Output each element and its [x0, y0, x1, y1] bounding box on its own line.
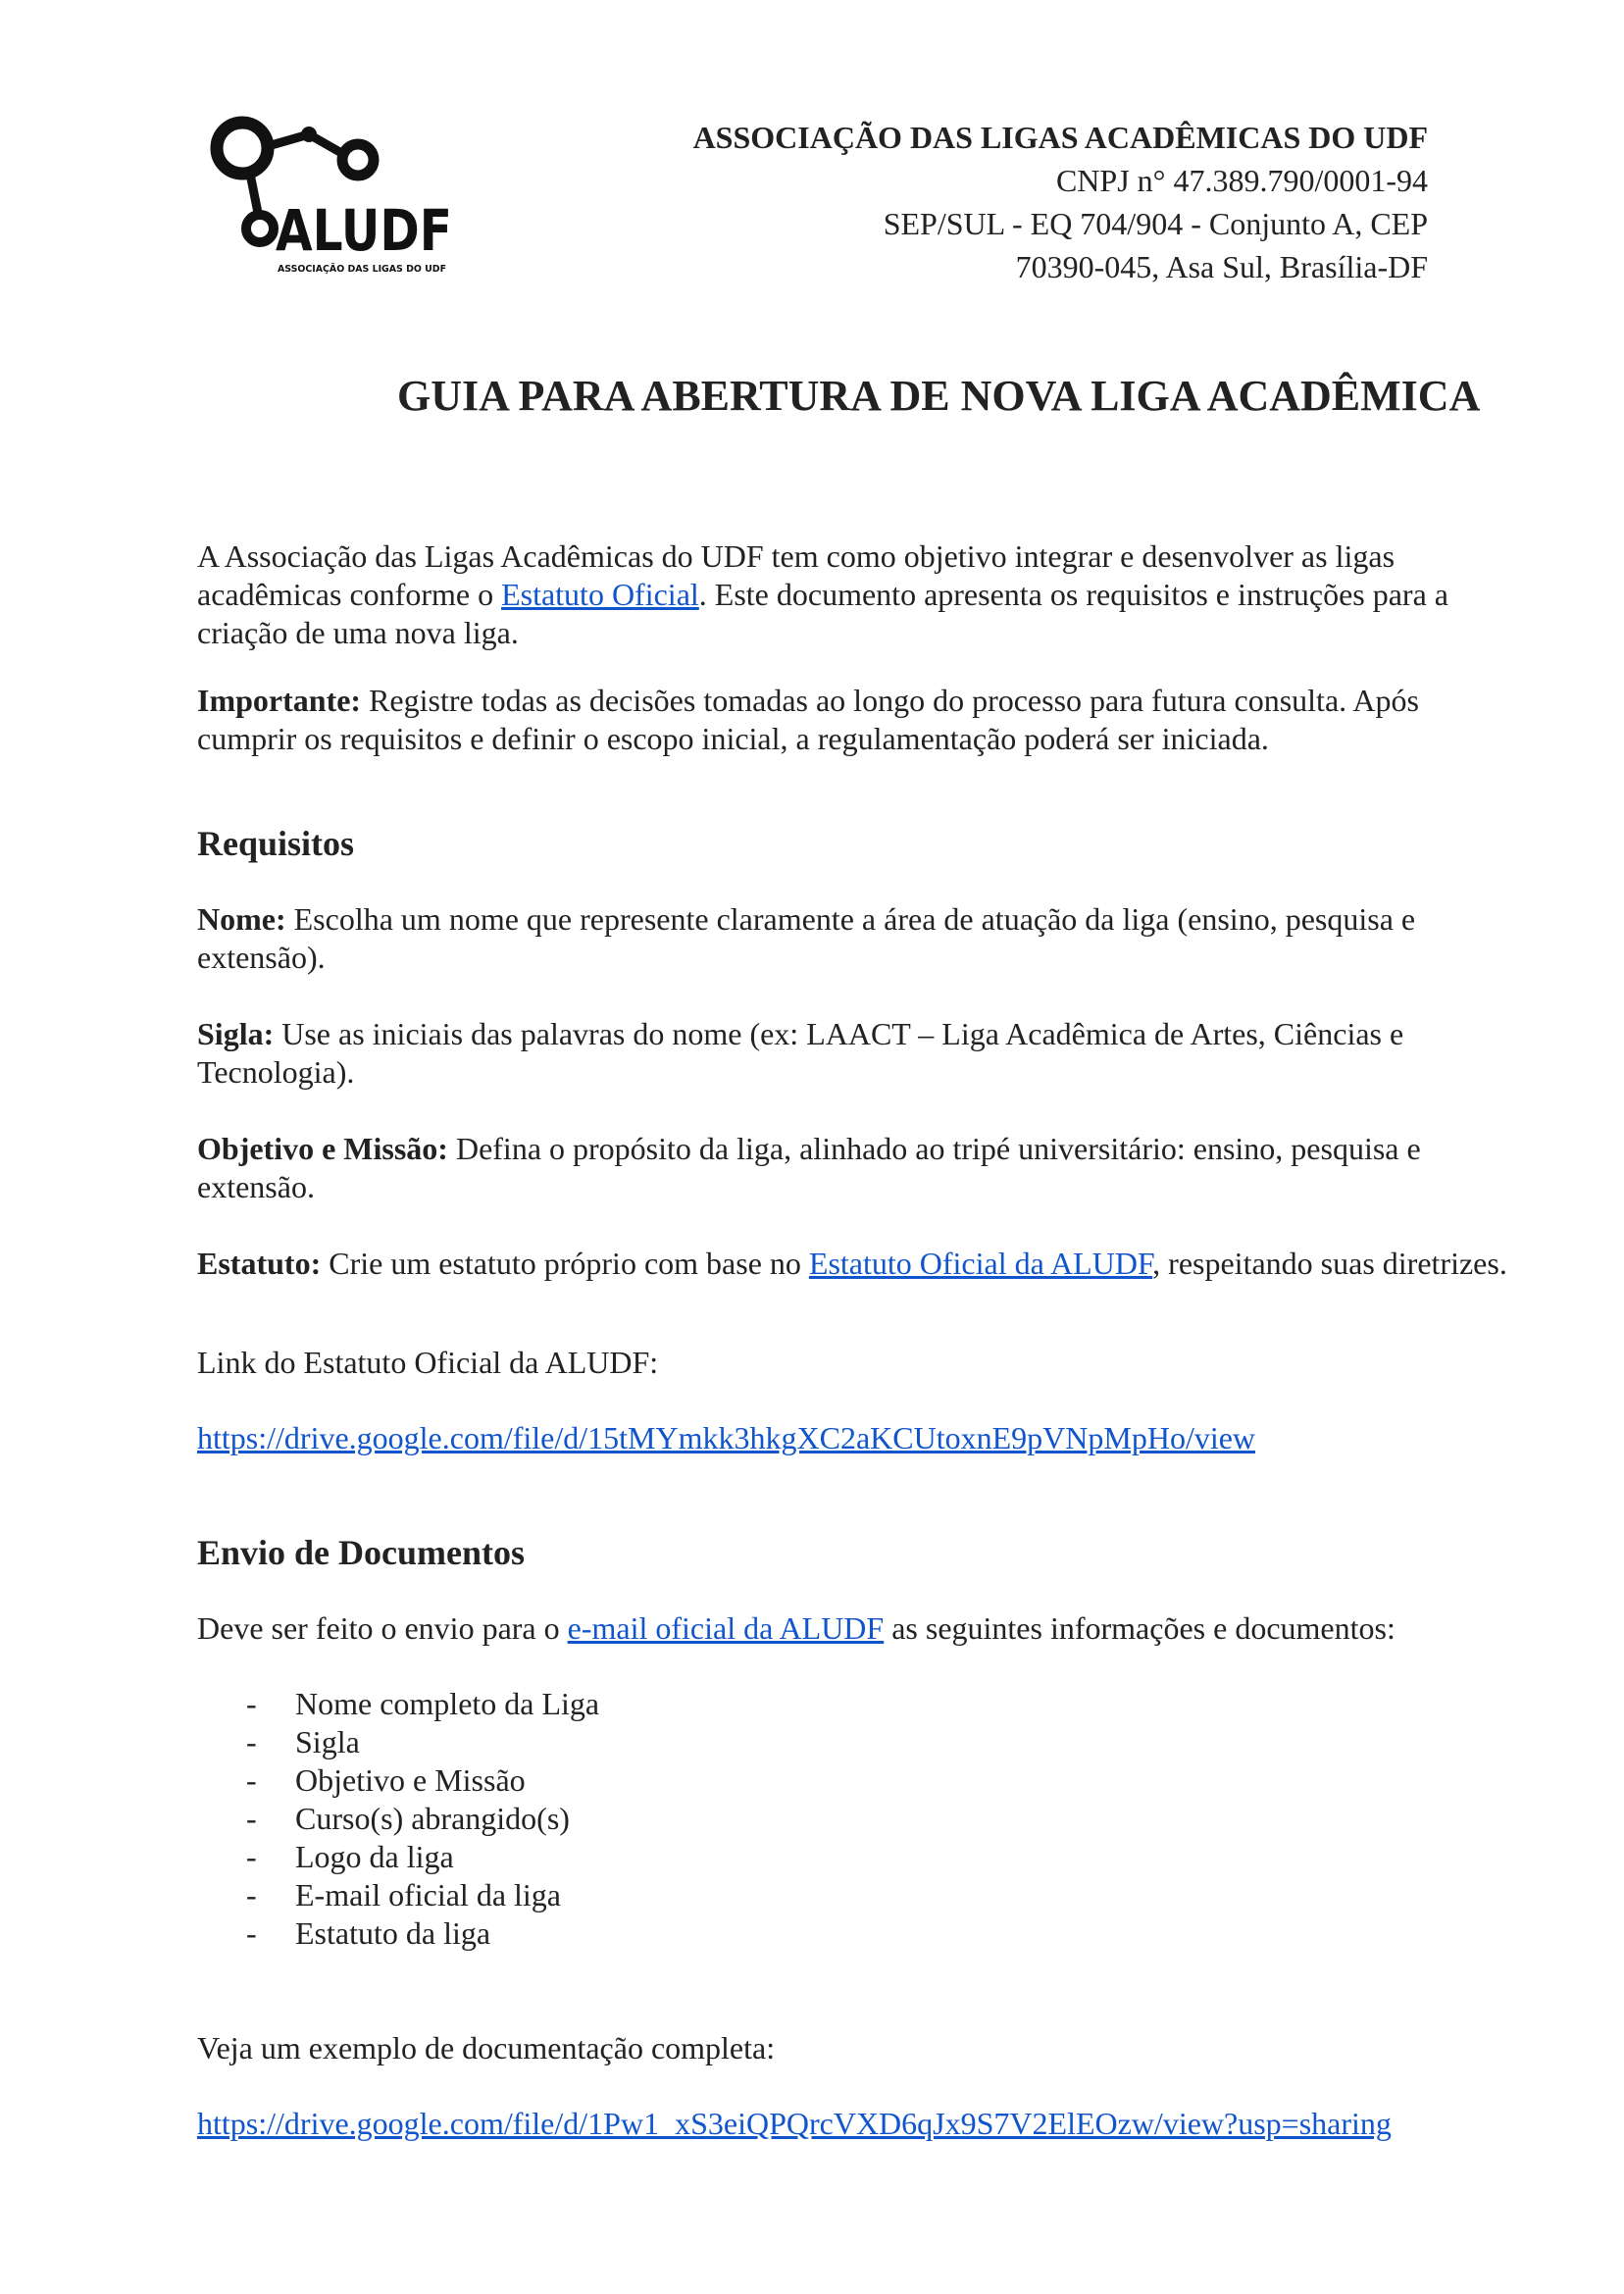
- logo-node: [301, 127, 317, 142]
- example-url-paragraph: [197, 2105, 1511, 2143]
- list-item: - Sigla: [246, 1724, 360, 1759]
- list-item: - Estatuto da liga: [246, 1915, 491, 1951]
- logo-bond-3: [250, 174, 258, 213]
- intro-paragraph: A Associação das Ligas Acadêmicas do UDF tem como objetivo integrar e desenvolver as ligas acadêmicas conforme o Estatuto Oficial. Este documento apresenta os requisitos e instruções para a criação de uma nova liga.: [197, 538, 1448, 650]
- list-item: - Nome completo da Liga: [246, 1686, 600, 1721]
- logo-ring-right: [342, 144, 374, 176]
- logo-wordmark: ALUDF: [276, 197, 452, 264]
- requirement-mission: Objetivo e Missão: Defina o propósito da liga, alinhado ao tripé universitário: ensino, pesquisa e extensão.: [197, 1131, 1421, 1204]
- important-note: Importante: Registre todas as decisões tomadas ao longo do processo para futura consulta. Após cumprir os requisitos e definir o escopo inicial, a regulamentação poderá ser iniciada.: [197, 683, 1419, 756]
- list-item: - Curso(s) abrangido(s): [246, 1801, 570, 1836]
- documents-list: [197, 1685, 1511, 1953]
- document-body: [197, 537, 1511, 2143]
- logo-ring-large: [217, 123, 268, 174]
- list-item: - Logo da liga: [246, 1839, 454, 1874]
- requirement-statute: Estatuto: Crie um estatuto próprio com base no Estatuto Oficial da ALUDF, respeitando suas diretrizes.: [197, 1246, 1507, 1281]
- list-item: - E-mail oficial da liga: [246, 1877, 561, 1912]
- documents-intro: Deve ser feito o envio para o e-mail oficial da ALUDF as seguintes informações e documentos:: [197, 1610, 1396, 1646]
- aludf-logo: [201, 103, 461, 280]
- official-email-link[interactable]: e-mail oficial da ALUDF: [567, 1610, 885, 1646]
- requirements-heading: Requisitos: [197, 824, 355, 863]
- official-statute-link[interactable]: Estatuto Oficial: [501, 577, 699, 612]
- documents-heading: Envio de Documentos: [197, 1533, 526, 1572]
- statute-url-paragraph: [197, 1419, 1511, 1457]
- cnpj-line: CNPJ n° 47.389.790/0001-94: [1055, 163, 1428, 198]
- statute-url-link[interactable]: https://drive.google.com/file/d/15tMYmkk3hkgXC2aKCUtoxnE9pVNpMpHo/view: [197, 1420, 1256, 1455]
- example-url-link[interactable]: https://drive.google.com/file/d/1Pw1_xS3eiQPQrcVXD6qJx9S7V2ElEOzw/view?usp=sharing: [197, 2106, 1392, 2141]
- aludf-statute-link[interactable]: Estatuto Oficial da ALUDF: [808, 1246, 1153, 1281]
- requirement-name: Nome: Escolha um nome que represente claramente a área de atuação da liga (ensino, pesquisa e extensão).: [197, 901, 1416, 975]
- list-item: - Objetivo e Missão: [246, 1762, 526, 1798]
- logo-ring-bottom: [246, 215, 274, 242]
- important-label: Importante:: [197, 683, 362, 718]
- example-intro: Veja um exemplo de documentação completa:: [197, 2030, 776, 2065]
- address-line-2: 70390-045, Asa Sul, Brasília-DF: [1015, 249, 1428, 284]
- document-title: GUIA PARA ABERTURA DE NOVA LIGA ACADÊMICA: [397, 372, 1481, 420]
- requirement-acronym: Sigla: Use as iniciais das palavras do nome (ex: LAACT – Liga Acadêmica de Artes, Ciências e Tecnologia).: [197, 1016, 1404, 1090]
- address-line-1: SEP/SUL - EQ 704/904 - Conjunto A, CEP: [883, 206, 1428, 241]
- organization-name: ASSOCIAÇÃO DAS LIGAS ACADÊMICAS DO UDF: [692, 120, 1428, 155]
- logo-subtitle: ASSOCIAÇÃO DAS LIGAS DO UDF: [278, 264, 458, 275]
- organization-header: [693, 116, 1428, 288]
- statute-link-intro: Link do Estatuto Oficial da ALUDF:: [197, 1345, 659, 1380]
